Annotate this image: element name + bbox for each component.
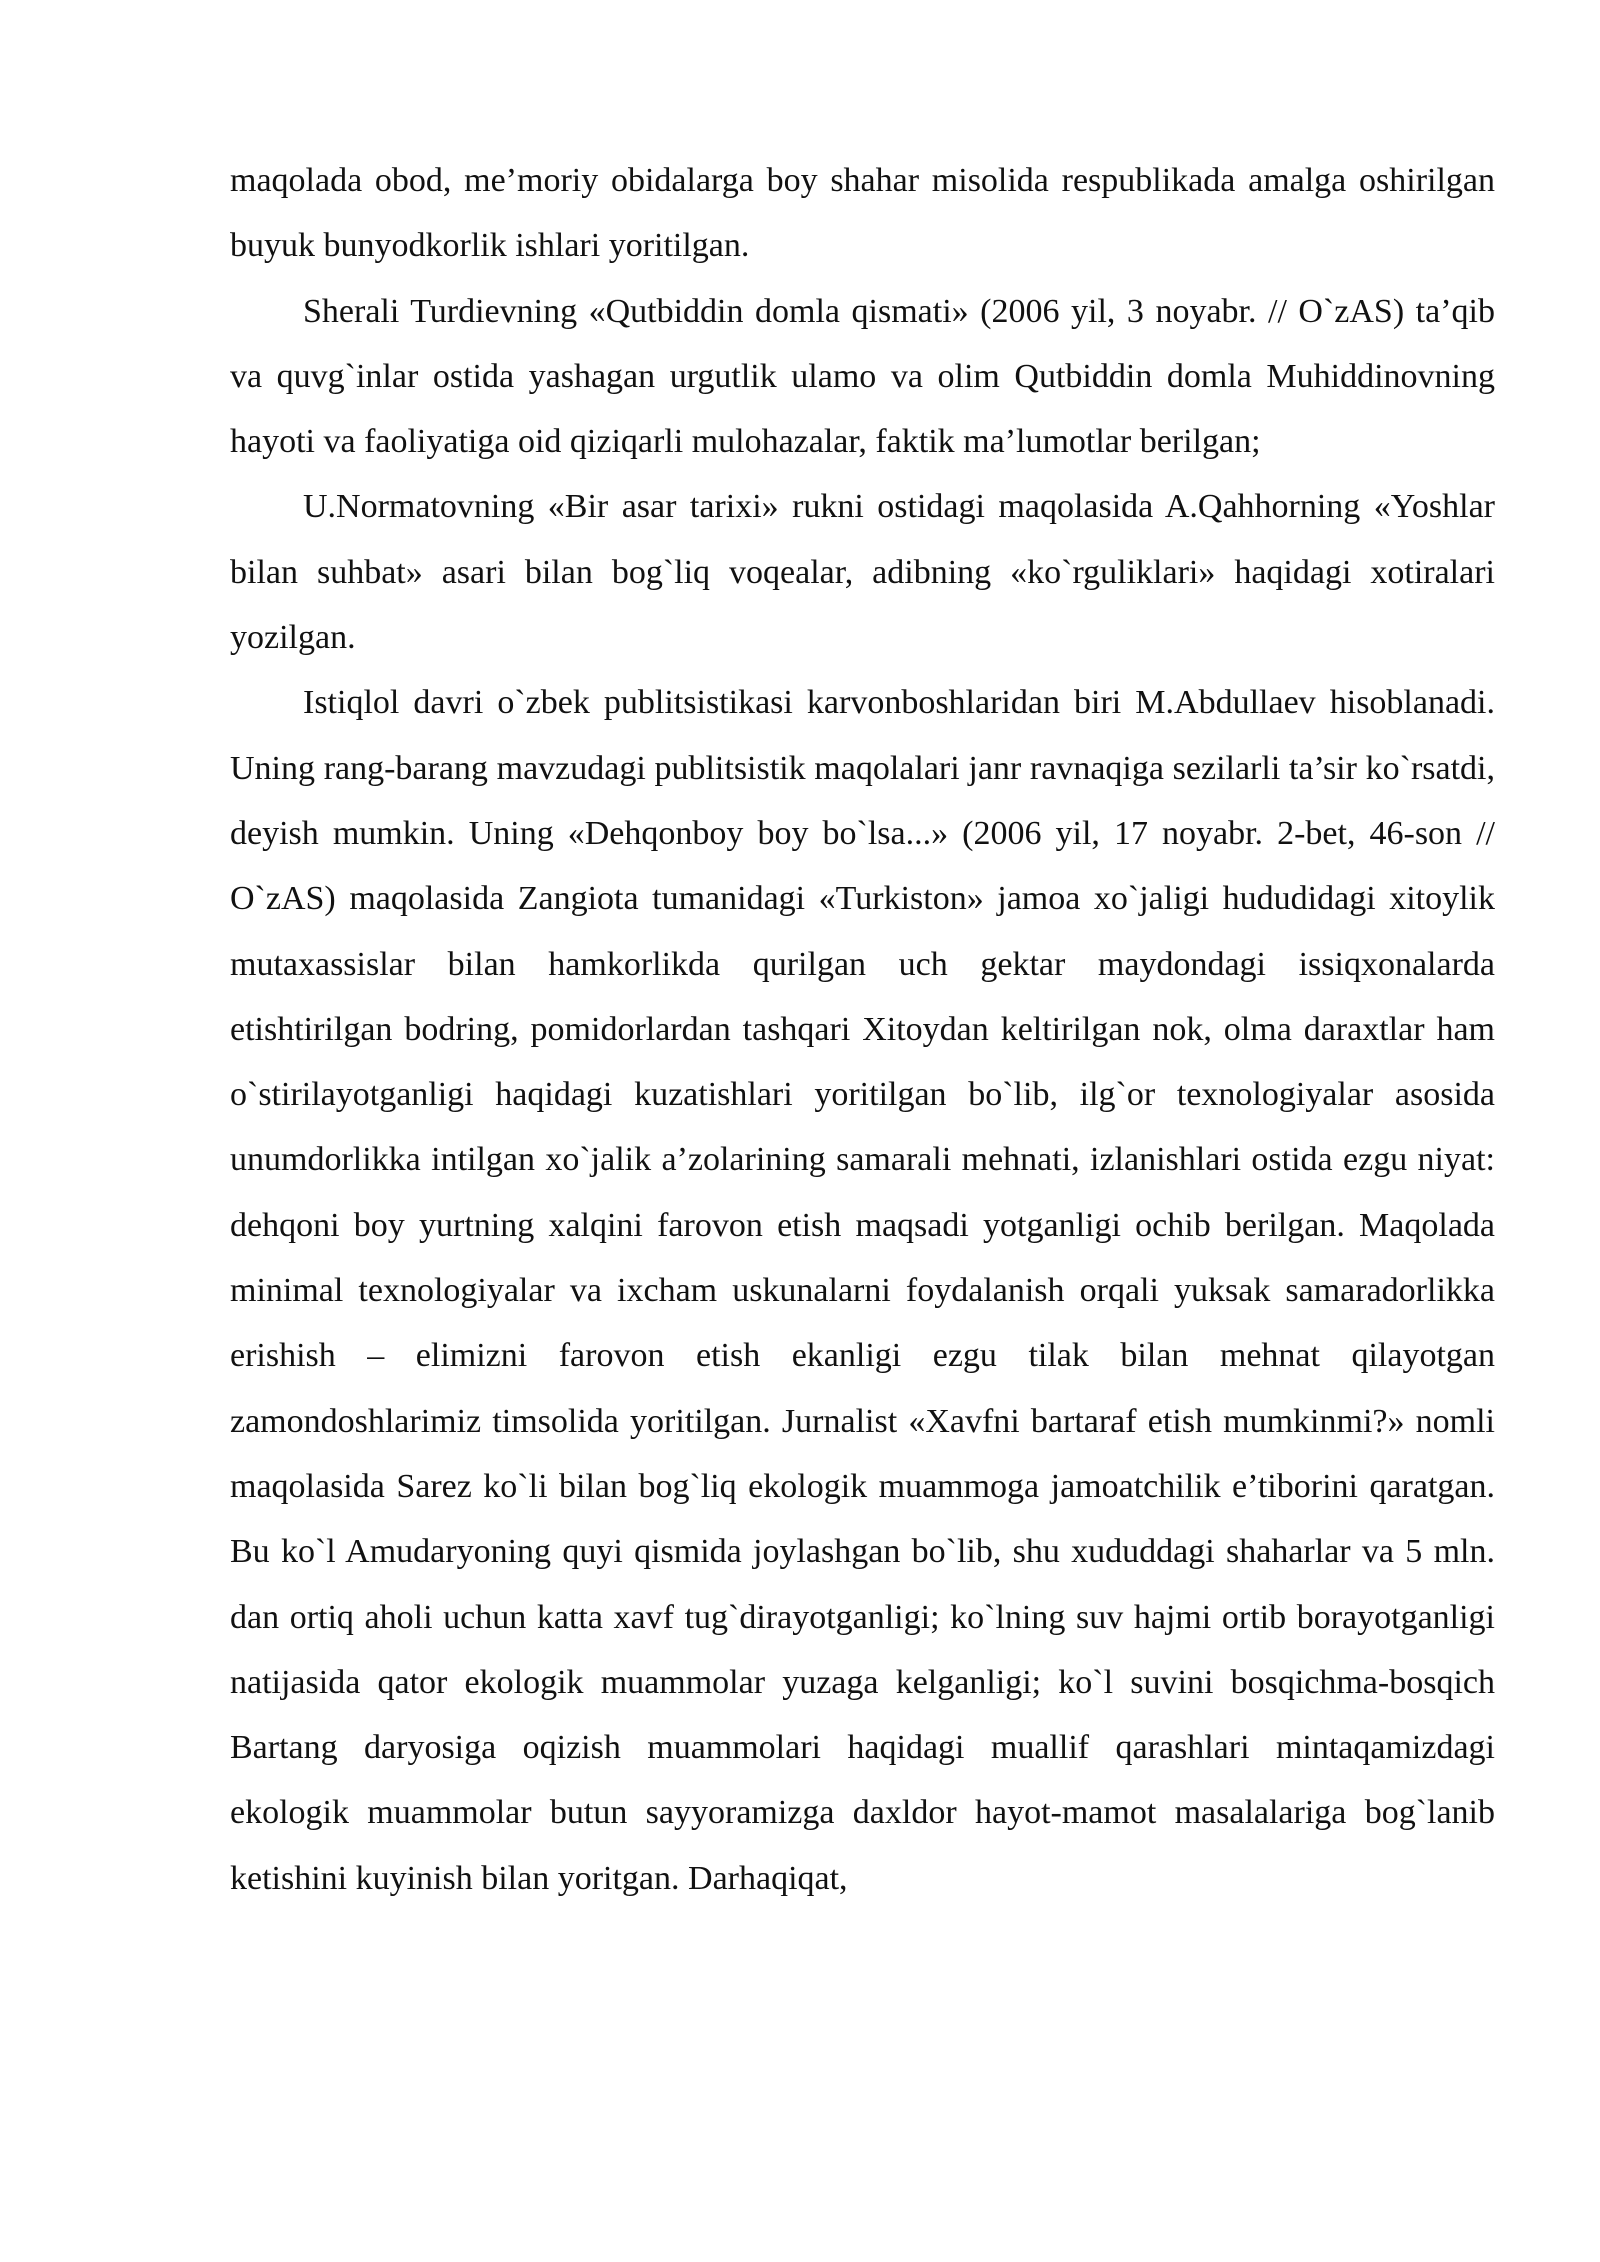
paragraph: Istiqlol davri o`zbek publitsistikasi karvonboshlaridan biri M.Abdullaev hisoblanadi. Uning rang-barang mavzudagi publitsistik maqolalari janr ravnaqiga sezilarli ta’sir ko`rsatdi, deyish mumkin. Uning «Dehqonboy boy bo`lsa...» (2006 yil, 17 noyabr. 2-bet, 46-son // O`zAS) maqolasida Zangiota tumanidagi «Turkiston» jamoa xo`jaligi hududidagi xitoylik mutaxassislar bilan hamkorlikda qurilgan uch gektar maydondagi issiqxonalarda etishtirilgan bodring, pomidorlardan tashqari Xitoydan keltirilgan nok, olma daraxtlar ham o`stirilayotganligi haqidagi kuzatishlari yoritilgan bo`lib, ilg`or texnologiyalar asosida unumdorlikka intilgan xo`jalik a’zolarining samarali mehnati, izlanishlari ostida ezgu niyat: dehqoni boy yurtning xalqini farovon etish maqsadi yotganligi ochib berilgan. Maqolada minimal texnologiyalar va ixcham uskunalarni foydalanish orqali yuksak samaradorlikka erishish – elimizni farovon etish ekanligi ezgu tilak bilan mehnat qilayotgan zamondoshlarimiz timsolida yoritilgan. Jurnalist «Xavfni bartaraf etish mumkinmi?» nomli maqolasida Sarez ko`li bilan bog`liq ekologik muammoga jamoatchilik e’tiborini qaratgan. Bu ko`l Amudaryoning quyi qismida joylashgan bo`lib, shu xududdagi shaharlar va 5 mln. dan ortiq aholi uchun katta xavf tug`dirayotganligi; ko`lning suv hajmi ortib borayotganligi natijasida qator ekologik muammolar yuzaga kelganligi; ko`l suvini bosqichma-bosqich Bartang daryosiga oqizish muammolari haqidagi muallif qarashlari mintaqamizdagi ekologik muammolar butun sayyoramizga daxldor hayot-mamot masalalariga bog`lanib ketishini kuyinish bilan yoritgan. Darhaqiqat, [230,684,1495,1897]
paragraph: U.Normatovning «Bir asar tarixi» rukni ostidagi maqolasida A.Qahhorning «Yoshlar bilan suhbat» asari bilan bog`liq voqealar, adibning «ko`rguliklari» haqidagi xotiralari yozilgan. [230,488,1495,657]
paragraph: maqolada obod, me’moriy obidalarga boy shahar misolida respublikada amalga oshirilgan buyuk bunyodkorlik ishlari yoritilgan. [230,162,1495,265]
paragraph: Sherali Turdievning «Qutbiddin domla qismati» (2006 yil, 3 noyabr. // O`zAS) ta’qib va quvg`inlar ostida yashagan urgutlik ulamo va olim Qutbiddin domla Muhiddinovning hayoti va faoliyatiga oid qiziqarli mulohazalar, faktik ma’lumotlar berilgan; [230,292,1495,461]
body-text [230,148,1495,1911]
